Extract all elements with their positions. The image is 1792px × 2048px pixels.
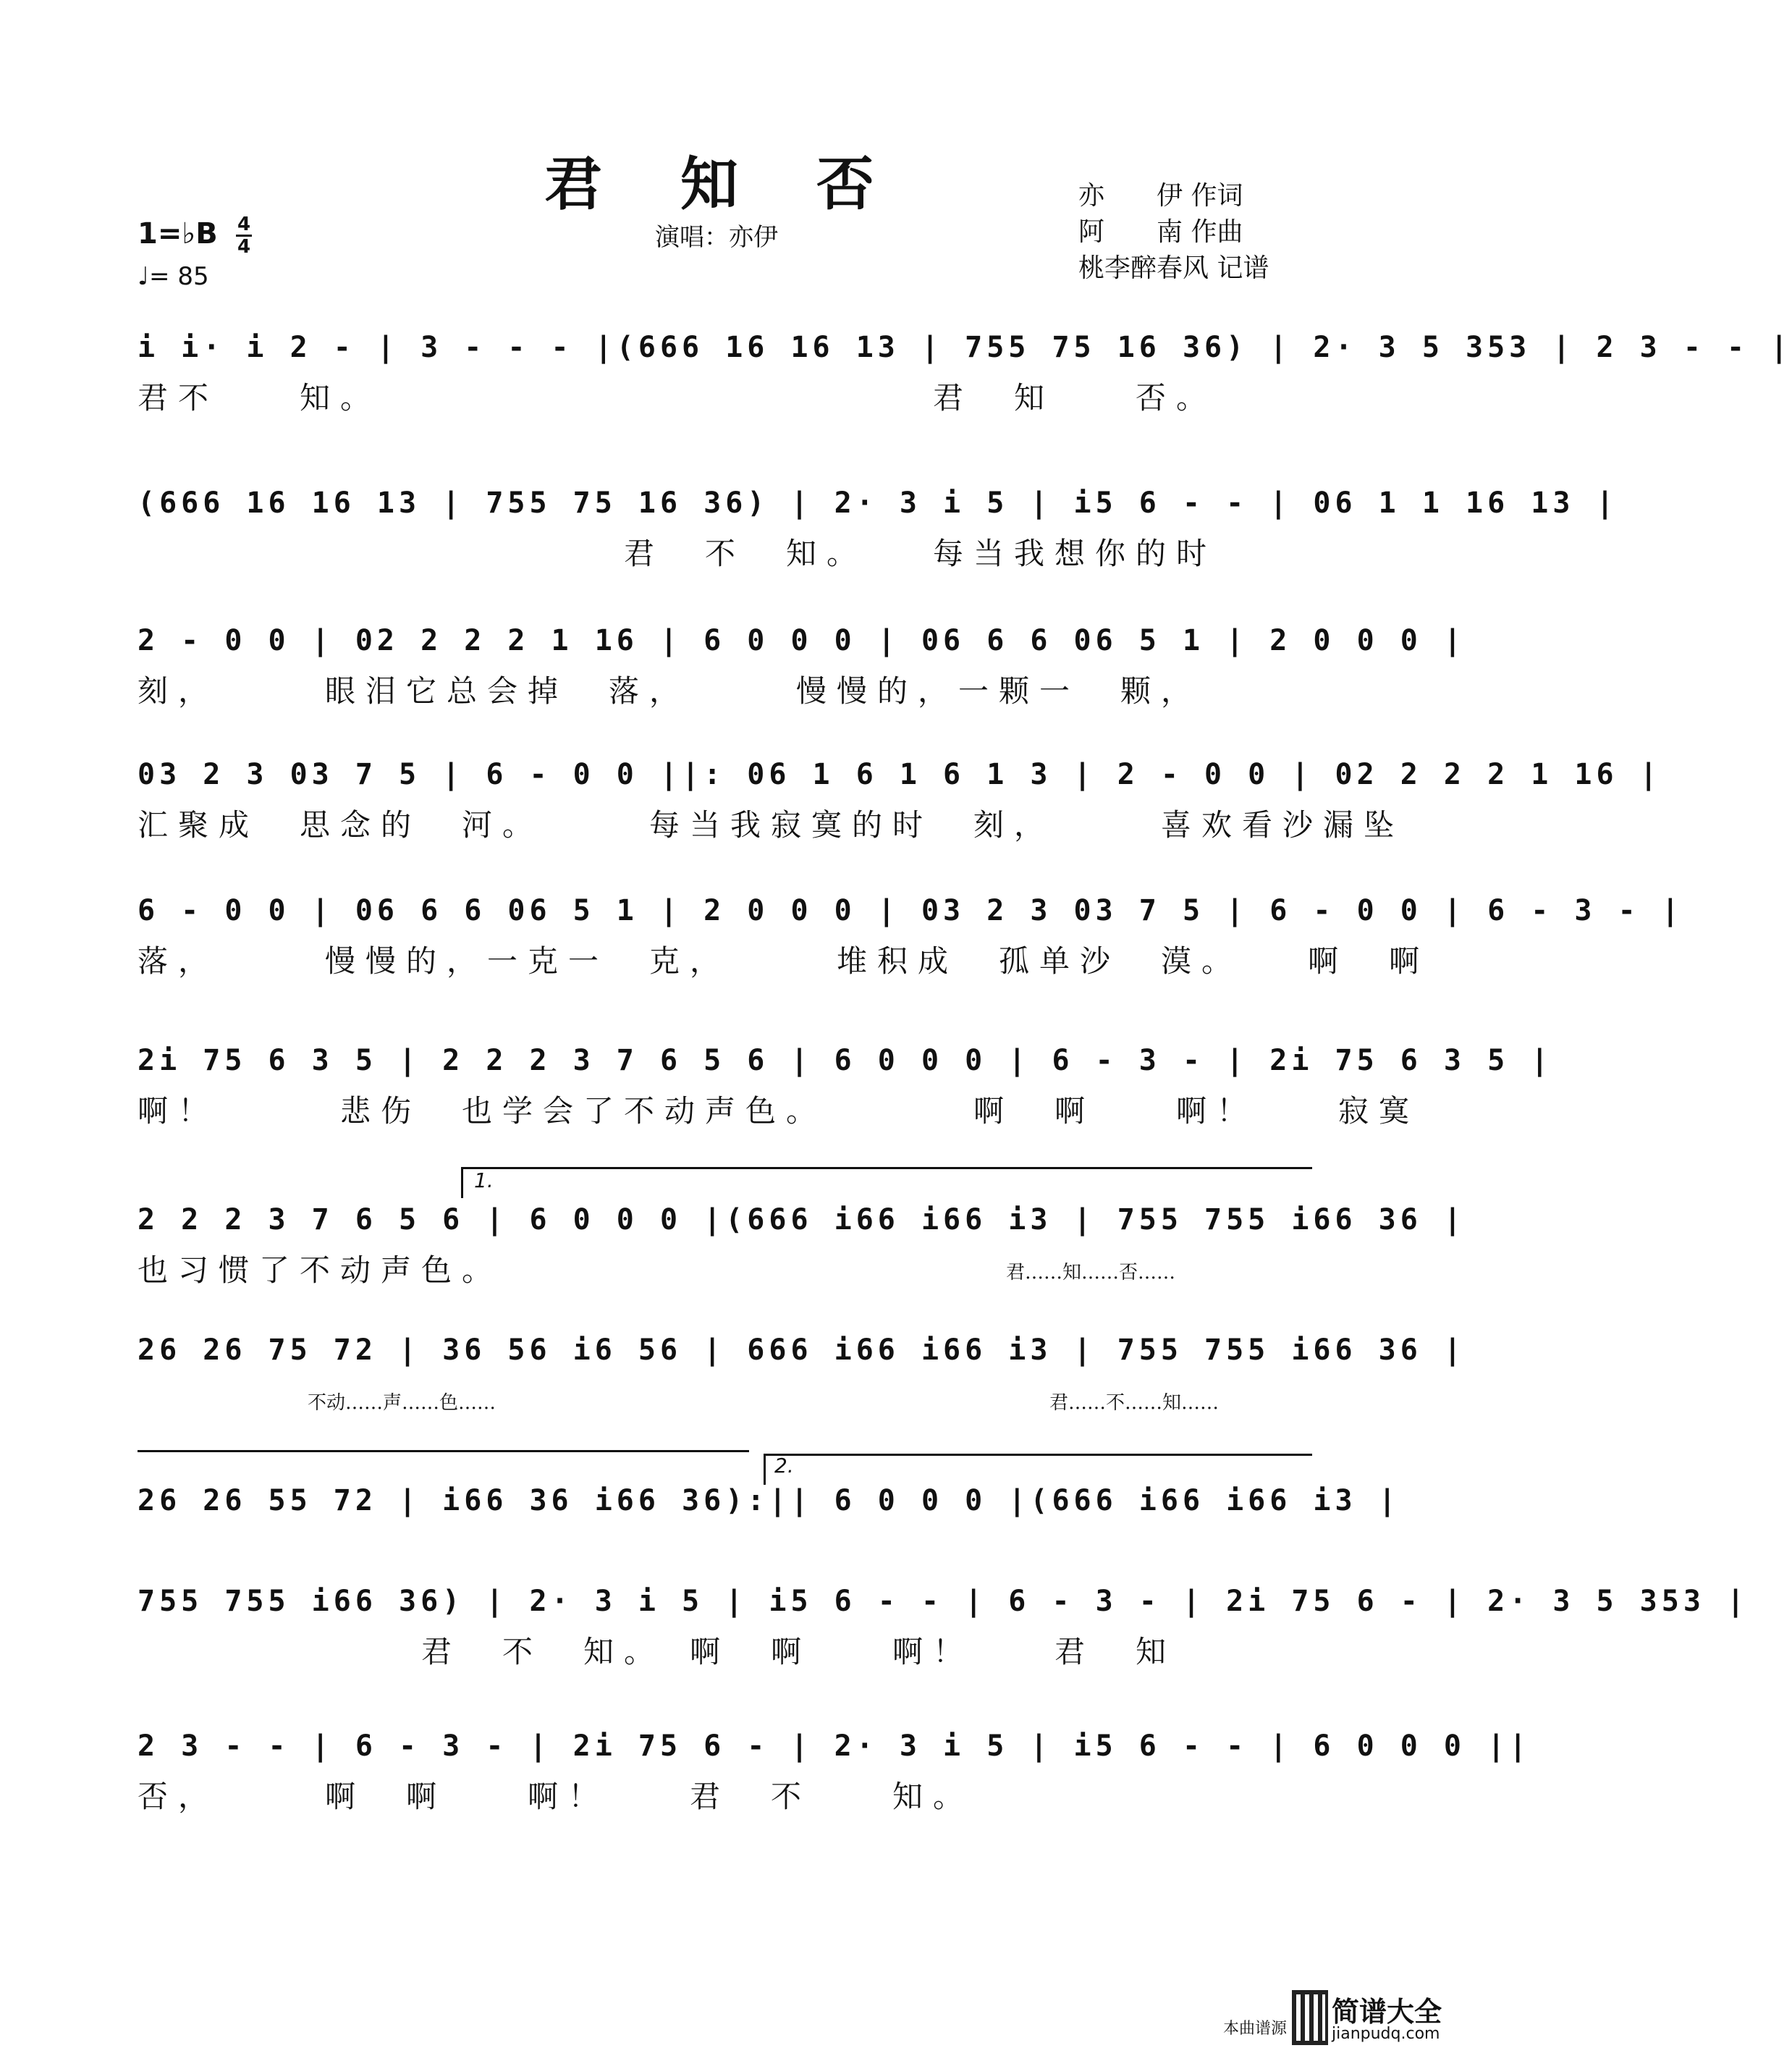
transcriber-credit: 桃李醉春风 记谱 — [1078, 253, 1269, 283]
time-signature-top: 4 — [237, 214, 251, 235]
second-ending-label: 2. — [774, 1454, 794, 1478]
first-ending-continuation — [138, 1450, 749, 1452]
lyrics: 否， 啊 啊 啊！ 君 不 知。 — [138, 1779, 974, 1814]
logo-url: jianpudq.com — [1332, 2025, 1440, 2043]
lyrics: 刻， 眼泪它总会掉 落， 慢慢的，一颗一 颗， — [138, 673, 1202, 709]
lyrics: 君 不 知。 啊 啊 啊！ 君 知 — [138, 1634, 1177, 1669]
key-signature: 1=♭B — [138, 217, 218, 250]
logo-name: 简谱大全 — [1332, 1996, 1442, 2028]
lyrics: 也习惯了不动声色。 — [138, 1252, 503, 1288]
notation: 6 - 0 0 | 06 6 6 06 5 1 | 2 0 0 0 | 03 2 3 03 7 5 | 6 - 0 0 | 6 - 3 - | — [138, 894, 1683, 927]
lyrics: 汇聚成 思念的 河。 每当我寂寞的时 刻， 喜欢看沙漏坠 — [138, 807, 1405, 843]
tempo-marking: ♩= 85 — [138, 262, 209, 291]
lyrics: 君 不 知。 每当我想你的时 — [138, 536, 1217, 571]
notation: 26 26 75 72 | 36 56 i6 56 | 666 i66 i66 i3 | 755 755 i66 36 | — [138, 1333, 1466, 1367]
notation: 2i 75 6 3 5 | 2 2 2 3 7 6 5 6 | 6 0 0 0 | 6 - 3 - | 2i 75 6 3 5 | — [138, 1044, 1553, 1077]
time-signature-bottom: 4 — [237, 236, 251, 258]
first-ending-label: 1. — [474, 1168, 494, 1192]
notation: 2 2 2 3 7 6 5 6 | 6 0 0 0 |(666 i66 i66 i3 | 755 755 i66 36 | — [138, 1203, 1466, 1236]
notation: 2 - 0 0 | 02 2 2 2 1 16 | 6 0 0 0 | 06 6 6 06 5 1 | 2 0 0 0 | — [138, 624, 1466, 657]
lyrics: 君不 知。 君 知 否。 — [138, 380, 1217, 416]
notation: 755 755 i66 36) | 2· 3 i 5 | i5 6 - - | 6 - 3 - | 2i 75 6 - | 2· 3 5 353 | — [138, 1585, 1749, 1618]
lyrics: 啊！ 悲伤 也学会了不动声色。 啊 啊 啊！ 寂寞 — [138, 1093, 1420, 1129]
instrumental-annotation: 君……知……否…… — [1006, 1262, 1176, 1284]
notation: 26 26 55 72 | i66 36 i66 36):|| 6 0 0 0 |(666 i66 i66 i3 | — [138, 1484, 1400, 1517]
composer-credit: 阿 南 作曲 — [1078, 217, 1243, 247]
lyrics: 落， 慢慢的，一克一 克， 堆积成 孤单沙 漠。 啊 啊 — [138, 943, 1430, 979]
time-signature — [236, 214, 252, 257]
page-title: 君 知 否 — [544, 150, 903, 218]
notation: 2 3 - - | 6 - 3 - | 2i 75 6 - | 2· 3 i 5 | i5 6 - - | 6 0 0 0 || — [138, 1729, 1531, 1763]
notation: i i· i 2 - | 3 - - - |(666 16 16 13 | 755 75 16 36) | 2· 3 5 353 | 2 3 - - | — [138, 331, 1792, 364]
source-note: 本曲谱源 — [1223, 2020, 1288, 2038]
instrumental-annotation-left: 不动……声……色…… — [308, 1392, 496, 1414]
lyricist-credit: 亦 伊 作词 — [1078, 181, 1243, 211]
notation: (666 16 16 13 | 755 75 16 36) | 2· 3 i 5 | i5 6 - - | 06 1 1 16 13 | — [138, 486, 1618, 520]
singer-credit: 演唱：亦伊 — [655, 223, 778, 252]
instrumental-annotation: 君……不……知…… — [1049, 1392, 1220, 1414]
notation: 03 2 3 03 7 5 | 6 - 0 0 ||: 06 1 6 1 6 1 3 | 2 - 0 0 | 02 2 2 2 1 16 | — [138, 758, 1662, 791]
